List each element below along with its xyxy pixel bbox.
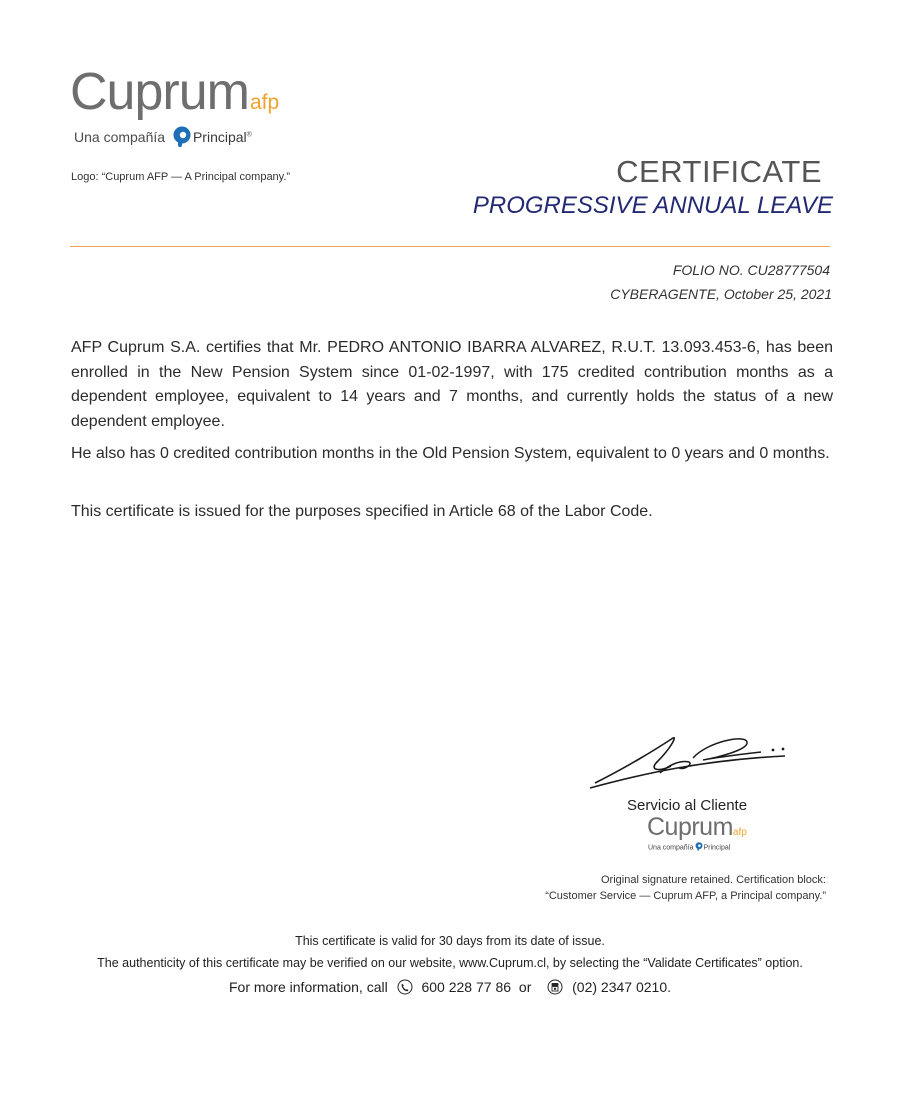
logo-caption: Logo: “Cuprum AFP — A Principal company.” — [71, 171, 291, 183]
footer-validity: This certificate is valid for 30 days from its date of issue. — [295, 934, 605, 948]
logo-wordmark: Cuprum — [70, 63, 249, 121]
signature-logo-tagline-row — [648, 842, 730, 853]
principal-icon — [173, 126, 191, 151]
logo-tagline: Una compañía — [74, 129, 166, 146]
signature-label: Servicio al Cliente — [627, 797, 748, 814]
phone-icon — [397, 979, 413, 998]
body-paragraph-2: He also has 0 credited contribution months in the Old Pension System, equivalent to 0 years and 0 months. — [71, 445, 830, 462]
signature-logo-wordmark: Cuprum — [647, 813, 733, 841]
signature-logo-tagline: Una compañía — [648, 844, 694, 852]
signature-logo-afp: afp — [732, 827, 747, 838]
signature-cuprum-logo — [647, 815, 747, 840]
logo-afp: afp — [249, 91, 280, 114]
contact-or: or — [518, 979, 532, 996]
signature-logo-partner: Principal — [703, 844, 731, 852]
signature-image — [585, 728, 800, 798]
phone-number-2[interactable]: (02) 2347 0210. — [572, 979, 671, 996]
signature-note — [545, 872, 826, 904]
signature-note-line-1: Original signature retained. Certification block: — [600, 874, 826, 886]
certificate-title: CERTIFICATE — [616, 154, 822, 189]
signature-note-line-2: “Customer Service — Cuprum AFP, a Principal company.” — [545, 890, 826, 902]
cuprum-logo: Cuprumafp Una compañía Principal® — [70, 66, 279, 118]
contact-prefix: For more information, call — [228, 979, 388, 996]
logo-partner: Principal — [192, 129, 247, 146]
folio-number: FOLIO NO. CU28777504 — [672, 262, 830, 278]
footer-contact — [0, 979, 900, 998]
body-paragraph-1: AFP Cuprum S.A. certifies that Mr. PEDRO ANTONIO IBARRA ALVAREZ, R.U.T. 13.093.453-6, has been enrolled in the New Pension System since 01-02-1997, with 175 credited contribution months as a dependent employee, equivalent to 14 years and 7 months, and currently holds the status of a new dependent employee. — [71, 339, 833, 430]
certificate-subtitle: PROGRESSIVE ANNUAL LEAVE — [472, 192, 833, 219]
body-paragraph-3: This certificate is issued for the purposes specified in Article 68 of the Labor Code. — [71, 503, 653, 520]
office-phone-icon — [547, 979, 563, 998]
place-and-date: CYBERAGENTE, October 25, 2021 — [610, 286, 832, 302]
header-divider — [70, 246, 830, 247]
phone-number-1[interactable]: 600 228 77 86 — [421, 979, 512, 996]
footer-authenticity: The authenticity of this certificate may be verified on our website, www.Cuprum.cl, by selecting the “Validate Certificates” option. — [97, 956, 803, 970]
